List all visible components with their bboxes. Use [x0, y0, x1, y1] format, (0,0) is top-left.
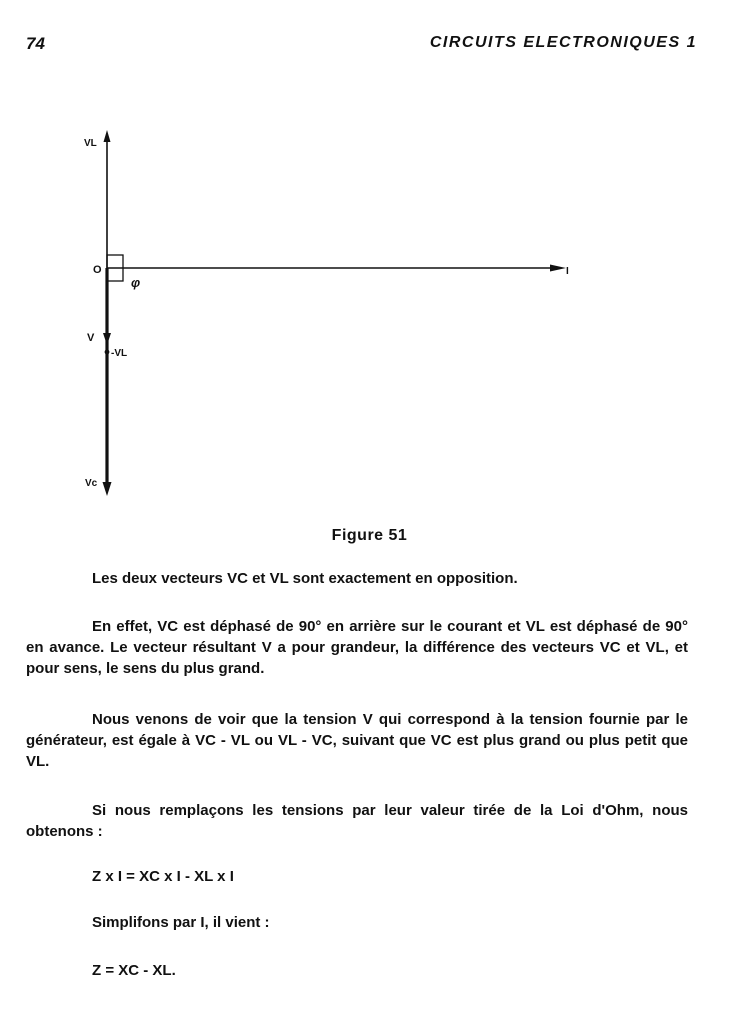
paragraph-3	[26, 709, 688, 772]
label-current: I	[566, 266, 569, 277]
vc-arrowhead	[103, 482, 112, 496]
formula-1: Z x I = XC x I - XL x I	[92, 868, 234, 885]
label-phi: φ	[131, 275, 141, 290]
label-minus-vl: -VL	[111, 348, 128, 359]
paragraph-4	[26, 800, 688, 842]
paragraph-1	[26, 568, 688, 589]
page-number: 74	[26, 34, 45, 53]
paragraph-3-text: Nous venons de voir que la tension V qui correspond à la tension fournie par le générateur, est égale à VC - VL ou VL - VC, suivant que VC est plus grand ou plus petit que VL.	[26, 711, 688, 770]
figure-caption: Figure 51	[331, 527, 408, 544]
label-vc: Vc	[85, 478, 98, 489]
label-origin: O	[93, 264, 102, 276]
v-arrowhead	[103, 333, 111, 345]
paragraph-2	[26, 616, 688, 679]
label-v: V	[87, 332, 95, 344]
paragraph-2-text: En effet, VC est déphasé de 90° en arrière sur le courant et VL est déphasé de 90° en avance. Le vecteur résultant V a pour grandeur, la différence des vecteurs VC et VL, et pour sens, le sens du plus grand.	[26, 618, 688, 677]
formula-2: Z = XC - XL.	[92, 962, 176, 979]
vl-arrowhead	[104, 130, 111, 142]
running-title: CIRCUITS ELECTRONIQUES 1	[429, 34, 697, 51]
paragraph-5: Simplifons par I, il vient :	[92, 914, 270, 931]
current-arrowhead	[550, 265, 566, 272]
minus-vl-marker	[105, 350, 110, 355]
label-vl: VL	[84, 138, 97, 149]
paragraph-4-text: Si nous remplaçons les tensions par leur valeur tirée de la Loi d'Ohm, nous obtenons :	[26, 802, 688, 840]
paragraph-1-text: Les deux vecteurs VC et VL sont exactement en opposition.	[92, 570, 518, 587]
